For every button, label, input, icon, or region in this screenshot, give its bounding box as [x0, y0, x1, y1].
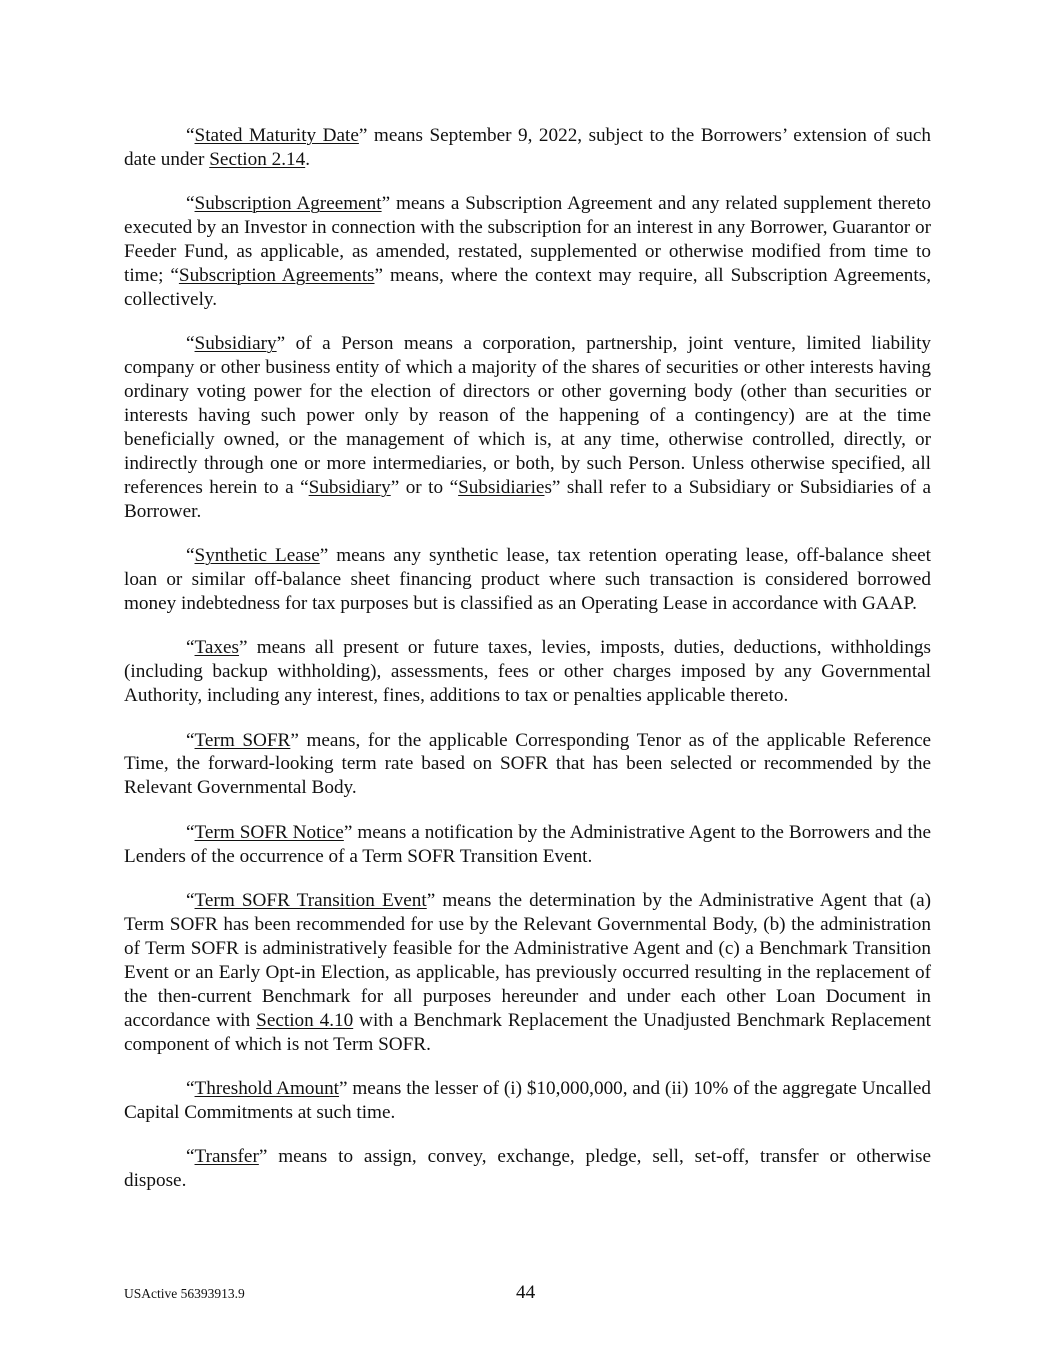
section-reference: Section 4.10 — [256, 1009, 354, 1031]
defined-term: Subscription Agreement — [194, 193, 382, 215]
defined-term: Subsidiary — [308, 476, 391, 498]
section-reference: Section 2.14 — [209, 148, 306, 170]
definition-paragraph: “Term SOFR Notice” means a notification by the Administrative Agent to the Borrowers and the Lenders of the occurrence of a Term SOFR Transition Event. — [124, 821, 931, 867]
defined-term: Stated Maturity Date — [194, 125, 359, 146]
definition-paragraph: “Taxes” means all present or future taxes, levies, imposts, duties, deductions, withholdings (including backup withholding), assessments, fees or other charges imposed by any Governmental Authority, including any interest, fines, additions to tax or penalties applicable thereto. — [124, 637, 931, 707]
document-body — [124, 124, 931, 1214]
definition-paragraph: “Term SOFR” means, for the applicable Corresponding Tenor as of the applicable Reference Time, the forward-looking term rate based on SOFR that has been selected or recommended by the Relevant Governmental Body. — [124, 729, 931, 799]
defined-term: Threshold Amount — [194, 1077, 340, 1099]
defined-term: Subscription Agreements — [178, 265, 375, 287]
defined-term: Term SOFR Transition Event — [194, 890, 427, 912]
defined-term: Subsidiary — [194, 333, 277, 355]
defined-term: Synthetic Lease — [194, 545, 320, 567]
definition-paragraph: “Synthetic Lease” means any synthetic lease, tax retention operating lease, off-balance sheet loan or similar off-balance sheet financing product where such transaction is considered borrowed money indebtedness for tax purposes but is classified as an Operating Lease in accordance with GAAP. — [124, 545, 931, 614]
document-id: USActive 56393913.9 — [124, 1286, 245, 1301]
definition-paragraph: “Stated Maturity Date” means September 9, 2022, subject to the Borrowers’ extension of such date under Section 2.14. — [124, 125, 932, 170]
defined-term: Term SOFR — [194, 729, 291, 751]
page-number: 44 — [516, 1282, 536, 1303]
definition-paragraph: “Subscription Agreement” means a Subscription Agreement and any related supplement thereto executed by an Investor in connection with the subscription for an interest in any Borrower, Guarantor or Feeder Fund, as applicable, as amended, restated, supplemented or otherwise modified from time to time; “Subscription Agreements” means, where the context may require, all Subscription Agreements, collectively. — [124, 193, 931, 310]
definition-paragraph: “Term SOFR Transition Event” means the determination by the Administrative Agent that (a) Term SOFR has been recommended for use by the Relevant Governmental Body, (b) the administration of Term SOFR is administratively feasible for the Administrative Agent and (c) a Benchmark Transition Event or an Early Opt-in Election, as applicable, has previously occurred resulting in the replacement of the then-current Benchmark for all purposes hereunder and under each other Loan Document in accordance with Section 4.10 with a Benchmark Replacement the Unadjusted Benchmark Replacement component of which is not Term SOFR. — [124, 890, 931, 1055]
definition-paragraph: “Subsidiary” of a Person means a corporation, partnership, joint venture, limited liability company or other business entity of which a majority of the shares of securities or other interests having ordinary voting power for the election of directors or other governing body (other than securities or interests having such power only by reason of the happening of a contingency) are at the time beneficially owned, or the management of which is, at any time, otherwise controlled, directly, or indirectly through one or more intermediaries, or both, by such Person. Unless otherwise specified, all references herein to a “Subsidiary” or to “Subsidiaries” shall refer to a Subsidiary or Subsidiaries of a Borrower. — [124, 333, 931, 522]
defined-term: Subsidiarie — [458, 476, 545, 498]
page-footer — [124, 1282, 931, 1306]
definition-paragraph: “Transfer” means to assign, convey, exchange, pledge, sell, set-off, transfer or otherwise dispose. — [124, 1146, 931, 1192]
defined-term: Term SOFR Notice — [194, 821, 344, 843]
definition-paragraph: “Threshold Amount” means the lesser of (i) $10,000,000, and (ii) 10% of the aggregate Uncalled Capital Commitments at such time. — [124, 1077, 931, 1123]
defined-term: Transfer — [194, 1146, 259, 1168]
defined-term: Taxes — [194, 637, 240, 659]
